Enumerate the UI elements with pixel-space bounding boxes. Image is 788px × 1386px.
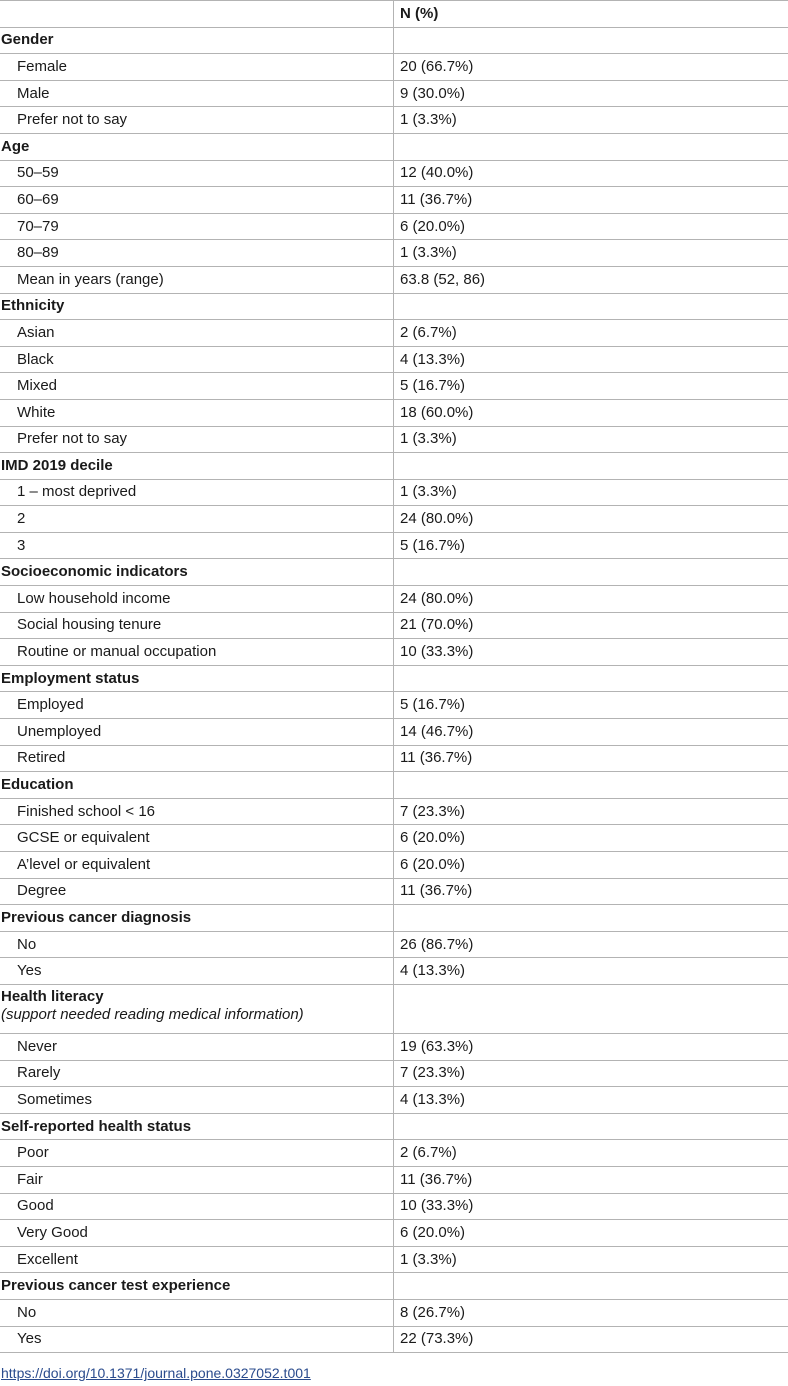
row-value-cell: 20 (66.7%) (394, 54, 788, 81)
row-value-cell: 5 (16.7%) (394, 692, 788, 719)
table-row (0, 107, 788, 134)
table-row (0, 399, 788, 426)
section-value-cell (394, 772, 788, 799)
section-row (0, 293, 788, 320)
table-row (0, 878, 788, 905)
table-row (0, 532, 788, 559)
doi-link[interactable]: https://doi.org/10.1371/journal.pone.0327052.t001 (1, 1365, 311, 1381)
row-value-cell: 26 (86.7%) (394, 931, 788, 958)
row-label-cell: A’level or equivalent (0, 852, 394, 879)
row-label-cell: Degree (0, 878, 394, 905)
row-value-cell: 4 (13.3%) (394, 958, 788, 985)
row-value-cell: 1 (3.3%) (394, 240, 788, 267)
section-value-cell (394, 453, 788, 480)
row-label-cell: Good (0, 1193, 394, 1220)
section-title: Previous cancer test experience (1, 1277, 231, 1295)
row-label-cell: White (0, 399, 394, 426)
row-value-cell: 1 (3.3%) (394, 426, 788, 453)
row-label-cell: Finished school < 16 (0, 798, 394, 825)
table-row (0, 266, 788, 293)
table-row (0, 320, 788, 347)
row-label-cell: Routine or manual occupation (0, 639, 394, 666)
table-body (0, 1, 788, 1353)
row-label-cell: Employed (0, 692, 394, 719)
row-value-cell: 6 (20.0%) (394, 852, 788, 879)
row-value-cell: 2 (6.7%) (394, 320, 788, 347)
row-value-cell: 6 (20.0%) (394, 825, 788, 852)
section-value-cell (394, 27, 788, 54)
section-row (0, 133, 788, 160)
row-value-cell: 12 (40.0%) (394, 160, 788, 187)
row-value-cell: 11 (36.7%) (394, 745, 788, 772)
row-value-cell: 8 (26.7%) (394, 1299, 788, 1326)
section-row (0, 665, 788, 692)
section-title: Employment status (1, 669, 140, 687)
row-label-cell: Fair (0, 1166, 394, 1193)
row-label-cell: Low household income (0, 586, 394, 613)
row-label-cell: Never (0, 1033, 394, 1060)
table-row (0, 745, 788, 772)
row-value-cell: 11 (36.7%) (394, 1166, 788, 1193)
section-row (0, 1113, 788, 1140)
section-title: Gender (1, 31, 54, 49)
table-header-row (0, 1, 788, 28)
table-row (0, 54, 788, 81)
section-title-cell (0, 905, 394, 932)
section-row (0, 772, 788, 799)
table-row (0, 160, 788, 187)
table-row (0, 506, 788, 533)
row-label-cell: Female (0, 54, 394, 81)
row-label-cell: Mean in years (range) (0, 266, 394, 293)
row-label-cell: GCSE or equivalent (0, 825, 394, 852)
header-label-cell (0, 1, 394, 28)
table-row (0, 373, 788, 400)
row-label-cell: Yes (0, 1326, 394, 1353)
row-value-cell: 24 (80.0%) (394, 506, 788, 533)
table-row (0, 639, 788, 666)
section-value-cell (394, 984, 788, 1033)
table-row (0, 931, 788, 958)
row-label-cell: Very Good (0, 1220, 394, 1247)
row-value-cell: 1 (3.3%) (394, 1246, 788, 1273)
row-value-cell: 6 (20.0%) (394, 213, 788, 240)
row-label-cell: Poor (0, 1140, 394, 1167)
section-row (0, 453, 788, 480)
table-row (0, 240, 788, 267)
row-value-cell: 10 (33.3%) (394, 1193, 788, 1220)
table-row (0, 825, 788, 852)
section-value-cell (394, 665, 788, 692)
section-row (0, 27, 788, 54)
table-row (0, 426, 788, 453)
table-row (0, 719, 788, 746)
row-label-cell: Asian (0, 320, 394, 347)
section-row (0, 1273, 788, 1300)
row-value-cell: 5 (16.7%) (394, 373, 788, 400)
section-title-cell (0, 772, 394, 799)
row-label-cell: No (0, 931, 394, 958)
section-title-cell (0, 665, 394, 692)
section-title: Education (1, 776, 74, 794)
row-label-cell: Unemployed (0, 719, 394, 746)
section-row (0, 559, 788, 586)
section-title-cell (0, 27, 394, 54)
row-value-cell: 11 (36.7%) (394, 878, 788, 905)
row-label-cell: 70–79 (0, 213, 394, 240)
row-value-cell: 9 (30.0%) (394, 80, 788, 107)
row-label-cell: Social housing tenure (0, 612, 394, 639)
table-row (0, 1246, 788, 1273)
table-row (0, 1140, 788, 1167)
row-label-cell: 3 (0, 532, 394, 559)
row-label-cell: 2 (0, 506, 394, 533)
row-value-cell: 22 (73.3%) (394, 1326, 788, 1353)
table-row (0, 692, 788, 719)
row-label-cell: Mixed (0, 373, 394, 400)
section-value-cell (394, 1113, 788, 1140)
section-value-cell (394, 905, 788, 932)
row-label-cell: Rarely (0, 1060, 394, 1087)
section-row (0, 984, 788, 1033)
table-row (0, 479, 788, 506)
table-row (0, 1326, 788, 1353)
row-label-cell: 80–89 (0, 240, 394, 267)
section-title: Self-reported health status (1, 1117, 192, 1135)
section-row (0, 905, 788, 932)
section-title-cell (0, 1273, 394, 1300)
row-label-cell: 1 – most deprived (0, 479, 394, 506)
row-value-cell: 5 (16.7%) (394, 532, 788, 559)
row-value-cell: 18 (60.0%) (394, 399, 788, 426)
table-row (0, 1220, 788, 1247)
table-row (0, 346, 788, 373)
row-label-cell: Retired (0, 745, 394, 772)
row-value-cell: 7 (23.3%) (394, 798, 788, 825)
row-value-cell: 14 (46.7%) (394, 719, 788, 746)
row-value-cell: 2 (6.7%) (394, 1140, 788, 1167)
section-title-cell (0, 133, 394, 160)
row-label-cell: Excellent (0, 1246, 394, 1273)
table-row (0, 1033, 788, 1060)
row-label-cell: Male (0, 80, 394, 107)
table-row (0, 798, 788, 825)
section-title-cell (0, 453, 394, 480)
row-value-cell: 4 (13.3%) (394, 1087, 788, 1114)
section-title-cell (0, 559, 394, 586)
row-value-cell: 7 (23.3%) (394, 1060, 788, 1087)
row-value-cell: 4 (13.3%) (394, 346, 788, 373)
section-value-cell (394, 1273, 788, 1300)
row-value-cell: 1 (3.3%) (394, 107, 788, 134)
row-value-cell: 11 (36.7%) (394, 187, 788, 214)
table-row (0, 213, 788, 240)
section-title: Health literacy (1, 987, 104, 1005)
table-row (0, 1193, 788, 1220)
table-row (0, 612, 788, 639)
section-title-cell (0, 293, 394, 320)
row-label-cell: Yes (0, 958, 394, 985)
row-value-cell: 21 (70.0%) (394, 612, 788, 639)
row-value-cell: 63.8 (52, 86) (394, 266, 788, 293)
row-value-cell: 19 (63.3%) (394, 1033, 788, 1060)
row-label-cell: No (0, 1299, 394, 1326)
table-row (0, 1299, 788, 1326)
section-value-cell (394, 133, 788, 160)
row-label-cell: Sometimes (0, 1087, 394, 1114)
table-row (0, 80, 788, 107)
row-label-cell: 60–69 (0, 187, 394, 214)
row-value-cell: 1 (3.3%) (394, 479, 788, 506)
section-title: Age (1, 137, 30, 155)
row-label-cell: 50–59 (0, 160, 394, 187)
row-value-cell: 10 (33.3%) (394, 639, 788, 666)
row-label-cell: Prefer not to say (0, 107, 394, 134)
section-title: IMD 2019 decile (1, 456, 113, 474)
table-row (0, 958, 788, 985)
table-row (0, 1166, 788, 1193)
section-title: Previous cancer diagnosis (1, 908, 192, 926)
table-row (0, 1060, 788, 1087)
section-title: Ethnicity (1, 297, 65, 315)
row-label-cell: Black (0, 346, 394, 373)
section-title-cell (0, 1113, 394, 1140)
section-value-cell (394, 293, 788, 320)
table-row (0, 586, 788, 613)
row-value-cell: 6 (20.0%) (394, 1220, 788, 1247)
row-value-cell: 24 (80.0%) (394, 586, 788, 613)
section-value-cell (394, 559, 788, 586)
section-title-cell (0, 984, 394, 1033)
section-note: (support needed reading medical information) (1, 1005, 304, 1023)
table-row (0, 187, 788, 214)
table-row (0, 852, 788, 879)
section-title: Socioeconomic indicators (1, 563, 188, 581)
row-label-cell: Prefer not to say (0, 426, 394, 453)
header-value-cell: N (%) (394, 1, 788, 28)
table-row (0, 1087, 788, 1114)
